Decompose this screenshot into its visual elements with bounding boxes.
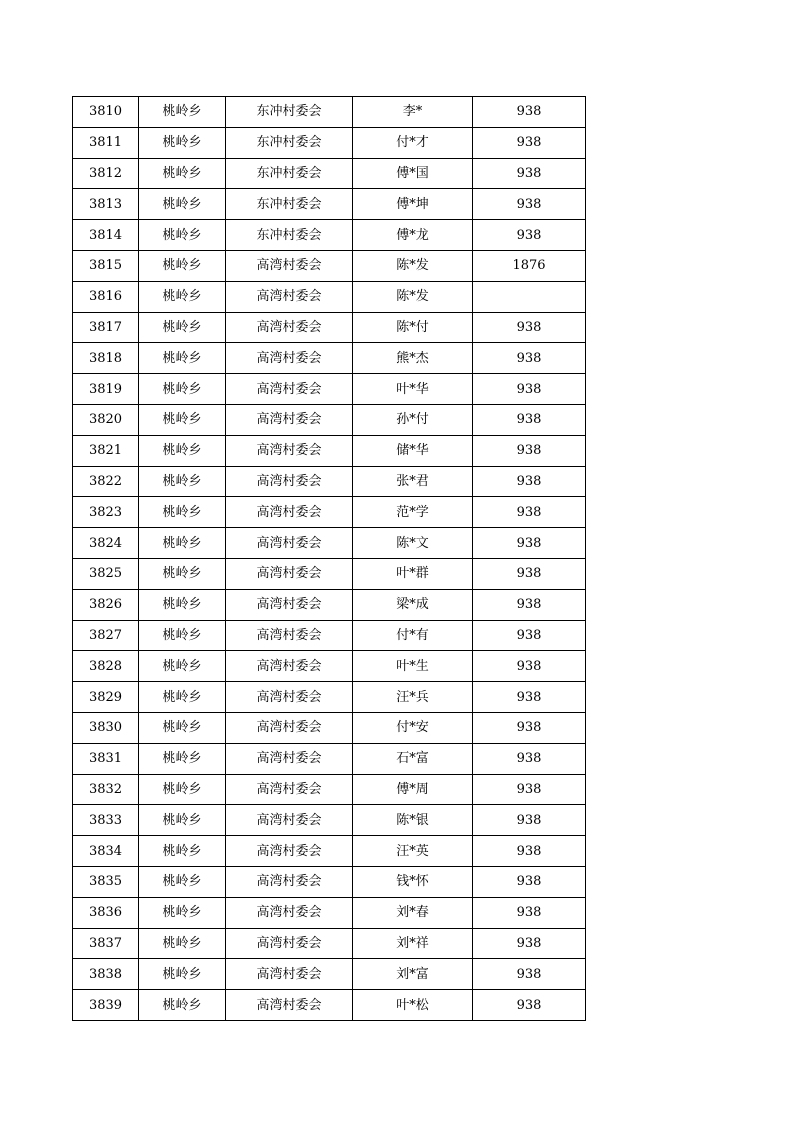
table-row bbox=[73, 343, 586, 374]
village-committee-cell: 高湾村委会 bbox=[226, 682, 353, 713]
village-committee-cell: 东冲村委会 bbox=[226, 189, 353, 220]
amount-cell bbox=[473, 281, 586, 312]
name-cell: 汪*英 bbox=[353, 836, 473, 867]
name-cell: 梁*成 bbox=[353, 589, 473, 620]
name-cell: 付*有 bbox=[353, 620, 473, 651]
name-cell: 范*学 bbox=[353, 497, 473, 528]
town-cell: 桃岭乡 bbox=[139, 836, 226, 867]
village-committee-cell: 高湾村委会 bbox=[226, 959, 353, 990]
name-cell: 刘*祥 bbox=[353, 928, 473, 959]
village-committee-cell: 高湾村委会 bbox=[226, 805, 353, 836]
row-number-cell: 3817 bbox=[73, 312, 139, 343]
town-cell: 桃岭乡 bbox=[139, 97, 226, 128]
name-cell: 叶*华 bbox=[353, 374, 473, 405]
amount-cell: 938 bbox=[473, 897, 586, 928]
table-row bbox=[73, 97, 586, 128]
amount-cell: 938 bbox=[473, 158, 586, 189]
town-cell: 桃岭乡 bbox=[139, 774, 226, 805]
amount-cell: 938 bbox=[473, 466, 586, 497]
table-row bbox=[73, 127, 586, 158]
name-cell: 汪*兵 bbox=[353, 682, 473, 713]
row-number-cell: 3815 bbox=[73, 250, 139, 281]
village-committee-cell: 高湾村委会 bbox=[226, 497, 353, 528]
row-number-cell: 3818 bbox=[73, 343, 139, 374]
table-row bbox=[73, 250, 586, 281]
name-cell: 陈*文 bbox=[353, 528, 473, 559]
town-cell: 桃岭乡 bbox=[139, 374, 226, 405]
amount-cell: 938 bbox=[473, 343, 586, 374]
name-cell: 叶*生 bbox=[353, 651, 473, 682]
row-number-cell: 3821 bbox=[73, 435, 139, 466]
name-cell: 刘*春 bbox=[353, 897, 473, 928]
town-cell: 桃岭乡 bbox=[139, 250, 226, 281]
table-row bbox=[73, 497, 586, 528]
row-number-cell: 3836 bbox=[73, 897, 139, 928]
table-row bbox=[73, 774, 586, 805]
name-cell: 叶*群 bbox=[353, 558, 473, 589]
row-number-cell: 3835 bbox=[73, 866, 139, 897]
row-number-cell: 3828 bbox=[73, 651, 139, 682]
name-cell: 张*君 bbox=[353, 466, 473, 497]
table-row bbox=[73, 682, 586, 713]
village-committee-cell: 高湾村委会 bbox=[226, 743, 353, 774]
name-cell: 傅*坤 bbox=[353, 189, 473, 220]
name-cell: 傅*国 bbox=[353, 158, 473, 189]
village-committee-cell: 东冲村委会 bbox=[226, 158, 353, 189]
village-committee-cell: 高湾村委会 bbox=[226, 897, 353, 928]
row-number-cell: 3831 bbox=[73, 743, 139, 774]
village-committee-cell: 高湾村委会 bbox=[226, 928, 353, 959]
town-cell: 桃岭乡 bbox=[139, 928, 226, 959]
name-cell: 储*华 bbox=[353, 435, 473, 466]
table-row bbox=[73, 897, 586, 928]
table-row bbox=[73, 158, 586, 189]
row-number-cell: 3823 bbox=[73, 497, 139, 528]
amount-cell: 938 bbox=[473, 836, 586, 867]
village-committee-cell: 高湾村委会 bbox=[226, 774, 353, 805]
town-cell: 桃岭乡 bbox=[139, 712, 226, 743]
row-number-cell: 3813 bbox=[73, 189, 139, 220]
table-body bbox=[73, 97, 586, 1021]
town-cell: 桃岭乡 bbox=[139, 404, 226, 435]
town-cell: 桃岭乡 bbox=[139, 866, 226, 897]
town-cell: 桃岭乡 bbox=[139, 558, 226, 589]
town-cell: 桃岭乡 bbox=[139, 897, 226, 928]
table-row bbox=[73, 805, 586, 836]
village-committee-cell: 高湾村委会 bbox=[226, 558, 353, 589]
village-committee-cell: 高湾村委会 bbox=[226, 651, 353, 682]
table-row bbox=[73, 374, 586, 405]
row-number-cell: 3820 bbox=[73, 404, 139, 435]
name-cell: 傅*龙 bbox=[353, 220, 473, 251]
table-row bbox=[73, 928, 586, 959]
amount-cell: 938 bbox=[473, 558, 586, 589]
row-number-cell: 3822 bbox=[73, 466, 139, 497]
table-row bbox=[73, 866, 586, 897]
town-cell: 桃岭乡 bbox=[139, 589, 226, 620]
name-cell: 陈*付 bbox=[353, 312, 473, 343]
table-row bbox=[73, 281, 586, 312]
amount-cell: 938 bbox=[473, 959, 586, 990]
amount-cell: 938 bbox=[473, 127, 586, 158]
town-cell: 桃岭乡 bbox=[139, 528, 226, 559]
table-row bbox=[73, 990, 586, 1021]
town-cell: 桃岭乡 bbox=[139, 158, 226, 189]
name-cell: 石*富 bbox=[353, 743, 473, 774]
amount-cell: 938 bbox=[473, 497, 586, 528]
town-cell: 桃岭乡 bbox=[139, 651, 226, 682]
row-number-cell: 3824 bbox=[73, 528, 139, 559]
village-committee-cell: 东冲村委会 bbox=[226, 97, 353, 128]
name-cell: 付*才 bbox=[353, 127, 473, 158]
village-committee-cell: 高湾村委会 bbox=[226, 712, 353, 743]
town-cell: 桃岭乡 bbox=[139, 743, 226, 774]
village-committee-cell: 高湾村委会 bbox=[226, 281, 353, 312]
town-cell: 桃岭乡 bbox=[139, 312, 226, 343]
row-number-cell: 3826 bbox=[73, 589, 139, 620]
town-cell: 桃岭乡 bbox=[139, 281, 226, 312]
amount-cell: 938 bbox=[473, 620, 586, 651]
amount-cell: 938 bbox=[473, 990, 586, 1021]
table-row bbox=[73, 589, 586, 620]
amount-cell: 938 bbox=[473, 682, 586, 713]
table-row bbox=[73, 189, 586, 220]
village-committee-cell: 高湾村委会 bbox=[226, 620, 353, 651]
row-number-cell: 3838 bbox=[73, 959, 139, 990]
row-number-cell: 3816 bbox=[73, 281, 139, 312]
table-row bbox=[73, 435, 586, 466]
town-cell: 桃岭乡 bbox=[139, 466, 226, 497]
town-cell: 桃岭乡 bbox=[139, 959, 226, 990]
row-number-cell: 3834 bbox=[73, 836, 139, 867]
row-number-cell: 3812 bbox=[73, 158, 139, 189]
village-committee-cell: 高湾村委会 bbox=[226, 374, 353, 405]
town-cell: 桃岭乡 bbox=[139, 805, 226, 836]
name-cell: 叶*松 bbox=[353, 990, 473, 1021]
village-committee-cell: 高湾村委会 bbox=[226, 343, 353, 374]
amount-cell: 938 bbox=[473, 189, 586, 220]
table-row bbox=[73, 620, 586, 651]
name-cell: 孙*付 bbox=[353, 404, 473, 435]
table-row bbox=[73, 836, 586, 867]
town-cell: 桃岭乡 bbox=[139, 189, 226, 220]
village-committee-cell: 高湾村委会 bbox=[226, 312, 353, 343]
table-row bbox=[73, 404, 586, 435]
name-cell: 陈*发 bbox=[353, 250, 473, 281]
town-cell: 桃岭乡 bbox=[139, 990, 226, 1021]
village-committee-cell: 高湾村委会 bbox=[226, 866, 353, 897]
table-row bbox=[73, 712, 586, 743]
row-number-cell: 3837 bbox=[73, 928, 139, 959]
amount-cell: 938 bbox=[473, 712, 586, 743]
name-cell: 付*安 bbox=[353, 712, 473, 743]
amount-cell: 938 bbox=[473, 374, 586, 405]
village-committee-cell: 高湾村委会 bbox=[226, 435, 353, 466]
row-number-cell: 3819 bbox=[73, 374, 139, 405]
name-cell: 刘*富 bbox=[353, 959, 473, 990]
row-number-cell: 3833 bbox=[73, 805, 139, 836]
amount-cell: 938 bbox=[473, 97, 586, 128]
table-row bbox=[73, 312, 586, 343]
village-committee-cell: 东冲村委会 bbox=[226, 220, 353, 251]
village-committee-cell: 高湾村委会 bbox=[226, 990, 353, 1021]
amount-cell: 938 bbox=[473, 312, 586, 343]
town-cell: 桃岭乡 bbox=[139, 127, 226, 158]
village-committee-cell: 东冲村委会 bbox=[226, 127, 353, 158]
village-committee-cell: 高湾村委会 bbox=[226, 404, 353, 435]
row-number-cell: 3814 bbox=[73, 220, 139, 251]
row-number-cell: 3829 bbox=[73, 682, 139, 713]
town-cell: 桃岭乡 bbox=[139, 343, 226, 374]
amount-cell: 938 bbox=[473, 805, 586, 836]
village-committee-cell: 高湾村委会 bbox=[226, 528, 353, 559]
town-cell: 桃岭乡 bbox=[139, 497, 226, 528]
name-cell: 李* bbox=[353, 97, 473, 128]
name-cell: 陈*银 bbox=[353, 805, 473, 836]
amount-cell: 938 bbox=[473, 928, 586, 959]
row-number-cell: 3839 bbox=[73, 990, 139, 1021]
table-row bbox=[73, 220, 586, 251]
town-cell: 桃岭乡 bbox=[139, 682, 226, 713]
row-number-cell: 3810 bbox=[73, 97, 139, 128]
amount-cell: 938 bbox=[473, 404, 586, 435]
row-number-cell: 3827 bbox=[73, 620, 139, 651]
village-committee-cell: 高湾村委会 bbox=[226, 589, 353, 620]
name-cell: 熊*杰 bbox=[353, 343, 473, 374]
amount-cell: 938 bbox=[473, 528, 586, 559]
amount-cell: 938 bbox=[473, 220, 586, 251]
table-row bbox=[73, 558, 586, 589]
name-cell: 傅*周 bbox=[353, 774, 473, 805]
amount-cell: 938 bbox=[473, 589, 586, 620]
town-cell: 桃岭乡 bbox=[139, 435, 226, 466]
table-row bbox=[73, 466, 586, 497]
table-row bbox=[73, 743, 586, 774]
amount-cell: 938 bbox=[473, 774, 586, 805]
table-row bbox=[73, 959, 586, 990]
amount-cell: 938 bbox=[473, 435, 586, 466]
row-number-cell: 3830 bbox=[73, 712, 139, 743]
town-cell: 桃岭乡 bbox=[139, 220, 226, 251]
village-committee-cell: 高湾村委会 bbox=[226, 836, 353, 867]
row-number-cell: 3832 bbox=[73, 774, 139, 805]
name-cell: 钱*怀 bbox=[353, 866, 473, 897]
village-committee-cell: 高湾村委会 bbox=[226, 466, 353, 497]
table-row bbox=[73, 651, 586, 682]
row-number-cell: 3811 bbox=[73, 127, 139, 158]
amount-cell: 938 bbox=[473, 866, 586, 897]
amount-cell: 938 bbox=[473, 743, 586, 774]
row-number-cell: 3825 bbox=[73, 558, 139, 589]
name-cell: 陈*发 bbox=[353, 281, 473, 312]
amount-cell: 1876 bbox=[473, 250, 586, 281]
amount-cell: 938 bbox=[473, 651, 586, 682]
village-committee-cell: 高湾村委会 bbox=[226, 250, 353, 281]
subsidy-table bbox=[72, 96, 586, 1021]
town-cell: 桃岭乡 bbox=[139, 620, 226, 651]
table-row bbox=[73, 528, 586, 559]
